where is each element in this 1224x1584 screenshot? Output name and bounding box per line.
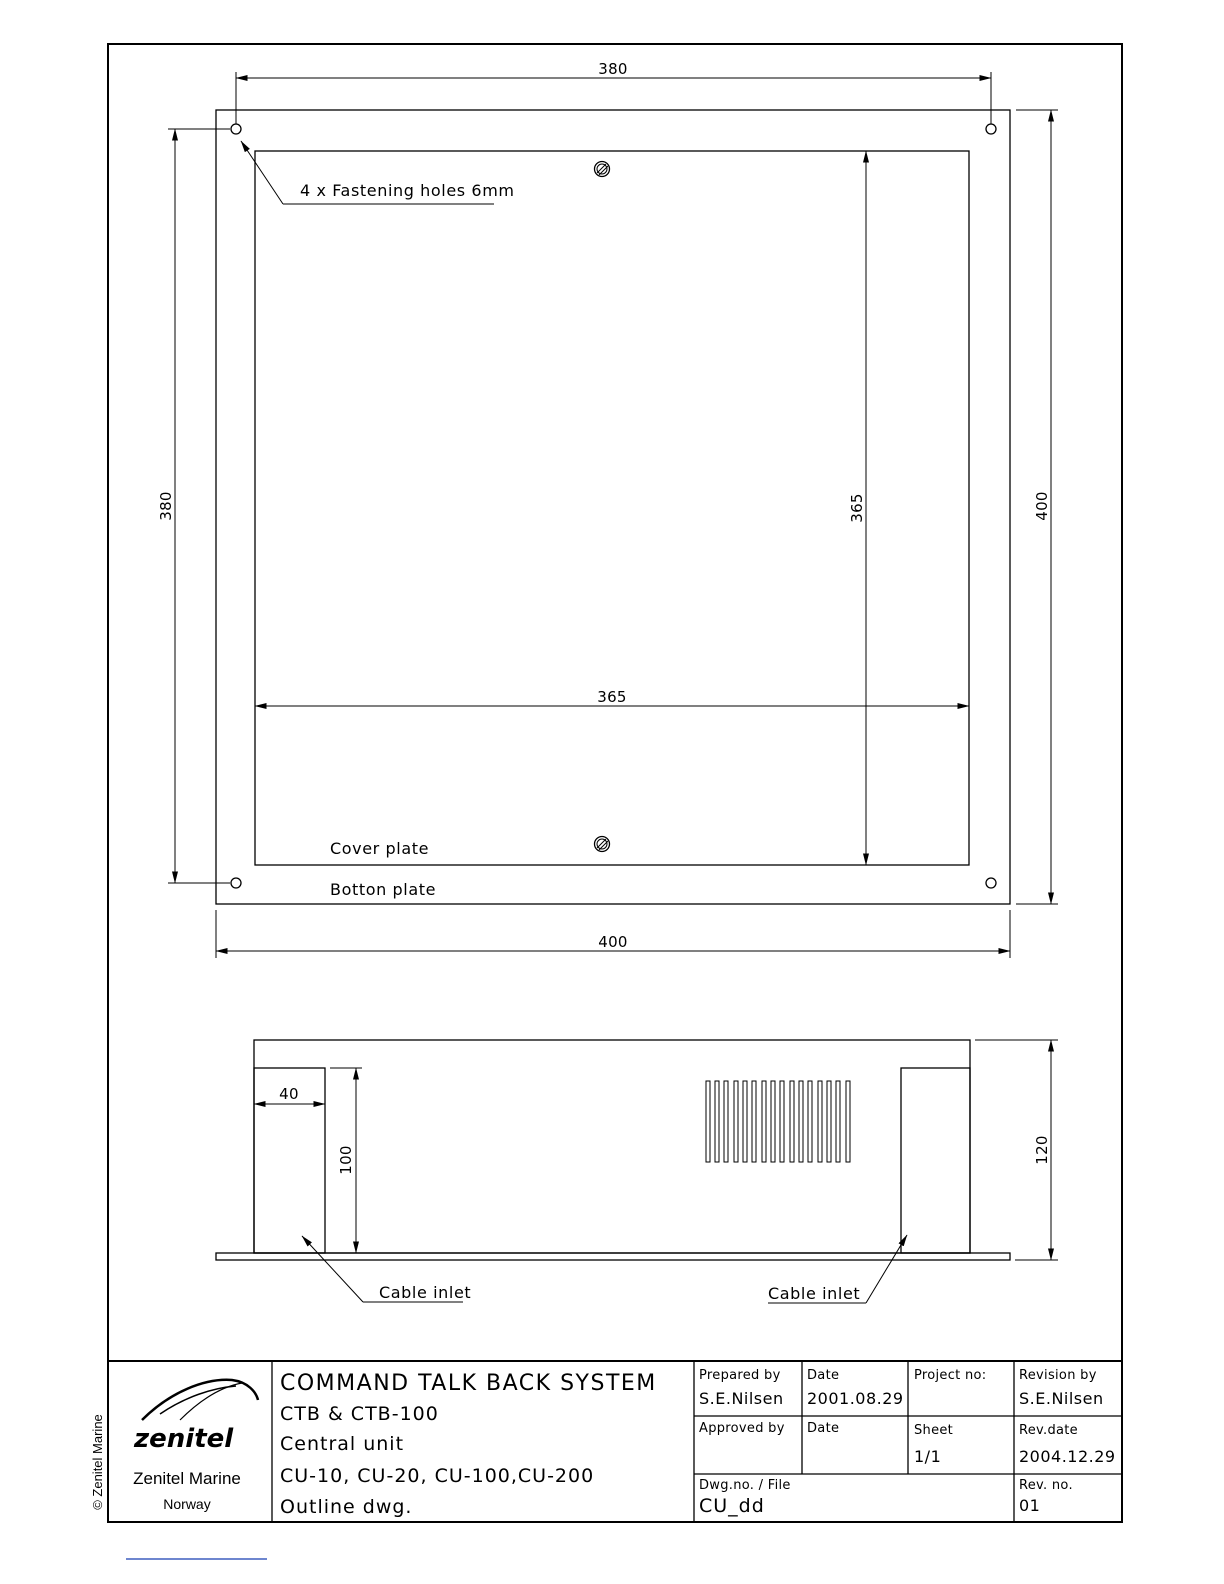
screw-slotted-icon [595, 162, 610, 177]
prepared-by-value: S.E.Nilsen [699, 1389, 784, 1408]
logo-wordmark: zenitel [134, 1424, 234, 1454]
rev-date-value: 2004.12.29 [1019, 1447, 1116, 1466]
label-fastening-holes: 4 x Fastening holes 6mm [300, 181, 515, 200]
revision-by-label: Revision by [1019, 1368, 1097, 1383]
sheet-label: Sheet [914, 1423, 954, 1438]
drawing-frame [108, 44, 1122, 1522]
dwg-file-value: CU_dd [699, 1495, 765, 1517]
screw-slotted-icon [595, 837, 610, 852]
drawing-subtitle-system: CTB & CTB-100 [280, 1403, 439, 1425]
date-label: Date [807, 1368, 840, 1383]
rev-date-label: Rev.date [1019, 1423, 1078, 1438]
dim-label-overall-width: 400 [598, 933, 628, 951]
label-cable-inlet-right: Cable inlet [768, 1284, 861, 1303]
drawing-title: COMMAND TALK BACK SYSTEM [280, 1371, 657, 1396]
dim-label-hole-spacing-v: 380 [157, 491, 175, 521]
approved-date-label: Date [807, 1421, 840, 1436]
dwg-file-label: Dwg.no. / File [699, 1478, 791, 1493]
dim-label-inlet-height: 100 [337, 1145, 355, 1175]
logo-company: Zenitel Marine [133, 1469, 241, 1488]
fastening-hole-icon [986, 878, 996, 888]
cable-inlet-right-outline [901, 1068, 970, 1253]
rev-no-value: 01 [1019, 1496, 1041, 1515]
copyright-note: © Zenitel Marine [90, 1414, 105, 1510]
label-bottom-plate: Botton plate [330, 880, 437, 899]
zenitel-swoosh-icon [142, 1380, 258, 1420]
dim-label-overall-height-side: 120 [1033, 1135, 1051, 1165]
housing-outline [254, 1040, 970, 1253]
date-value: 2001.08.29 [807, 1389, 904, 1408]
top-view [157, 60, 1058, 958]
side-view [216, 1040, 1058, 1303]
dim-label-cover-width: 365 [597, 688, 627, 706]
base-plate-outline [216, 1253, 1010, 1260]
zenitel-logo [133, 1380, 258, 1512]
dim-label-hole-spacing-h: 380 [598, 60, 628, 78]
logo-country: Norway [163, 1496, 211, 1512]
dim-label-overall-height: 400 [1033, 491, 1051, 521]
rev-no-label: Rev. no. [1019, 1478, 1073, 1493]
dim-label-cover-height: 365 [848, 493, 866, 523]
sheet-value: 1/1 [914, 1447, 942, 1466]
drawing-subtitle-unit: Central unit [280, 1433, 405, 1455]
ventilation-slots [706, 1081, 850, 1162]
drawing-subtitle-type: Outline dwg. [280, 1496, 413, 1518]
fastening-hole-icon [231, 878, 241, 888]
project-no-label: Project no: [914, 1368, 987, 1383]
title-block [108, 1361, 1122, 1522]
fastening-hole-icon [231, 124, 241, 134]
dim-label-inlet-width: 40 [279, 1085, 299, 1103]
approved-by-label: Approved by [699, 1421, 785, 1436]
prepared-by-label: Prepared by [699, 1368, 781, 1383]
label-cover-plate: Cover plate [330, 839, 430, 858]
label-cable-inlet-left: Cable inlet [379, 1283, 472, 1302]
bottom-plate-outline [216, 110, 1010, 904]
revision-by-value: S.E.Nilsen [1019, 1389, 1104, 1408]
drawing-subtitle-models: CU-10, CU-20, CU-100,CU-200 [280, 1465, 595, 1487]
fastening-hole-icon [986, 124, 996, 134]
